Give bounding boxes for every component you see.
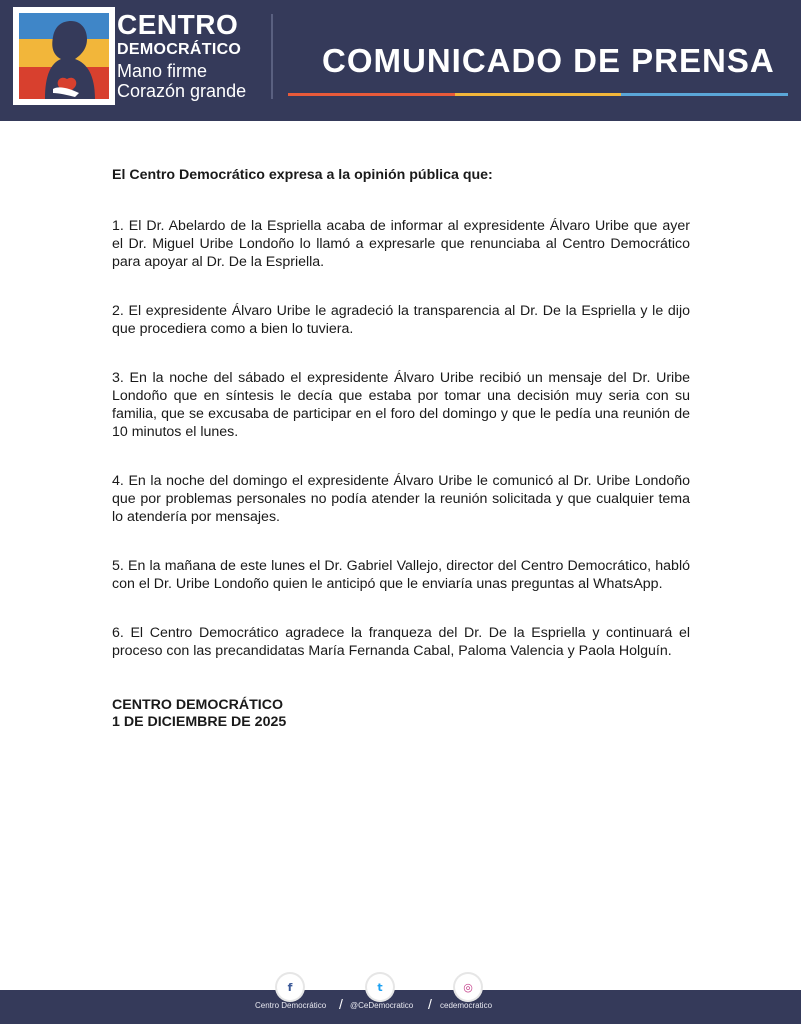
paragraph-3: 3. En la noche del sábado el expresidente Álvaro Uribe recibió un mensaje del Dr. Uribe Londoño que en síntesis le decía que estaba por tomar una decisión muy seria con su familia, que se excusaba de participar en el foro del domingo y que le pedía una reunión de 10 minutos el lunes. (112, 370, 690, 440)
brand-slogan-2: Corazón grande (117, 81, 247, 101)
signature-date: 1 DE DICIEMBRE DE 2025 (112, 714, 287, 730)
twitter-icon[interactable]: t (367, 974, 393, 1000)
paragraph-2: 2. El expresidente Álvaro Uribe le agradeció la transparencia al Dr. De la Espriella y le dijo que procediera como a bien lo tuviera. (112, 303, 690, 337)
press-body (112, 166, 690, 731)
paragraph-1: 1. El Dr. Abelardo de la Espriella acaba de informar al expresidente Álvaro Uribe que ayer el Dr. Miguel Uribe Londoño lo llamó a expresarle que renunciaba al Centro Democrático para apoyar al Dr. De la Espriella. (112, 218, 690, 270)
party-logo (13, 7, 115, 105)
brand-line-2: DEMOCRÁTICO (117, 41, 242, 58)
footer-separator: / (428, 996, 432, 1012)
press-header (0, 0, 801, 121)
brand-text (117, 11, 246, 101)
accent-segment-blue (621, 93, 788, 96)
accent-segment-yellow (455, 93, 622, 96)
brand-line-1: CENTRO (117, 9, 239, 40)
signature-block (112, 697, 690, 731)
twitter-label[interactable]: @CeDemocratico (350, 1001, 414, 1010)
paragraph-5: 5. En la mañana de este lunes el Dr. Gabriel Vallejo, director del Centro Democrático, habló con el Dr. Uribe Londoño quien le anticipó que le enviaría unas preguntas al WhatsApp. (112, 558, 690, 592)
signature-name: CENTRO DEMOCRÁTICO (112, 697, 284, 713)
header-divider (271, 14, 273, 99)
instagram-label[interactable]: cedemocratico (440, 1001, 493, 1010)
brand-slogan-1: Mano firme (117, 61, 208, 81)
instagram-icon[interactable]: ◎ (455, 974, 481, 1000)
accent-line (288, 93, 788, 96)
facebook-label[interactable]: Centro Democrático (255, 1001, 327, 1010)
accent-segment-red (288, 93, 455, 96)
facebook-icon[interactable]: f (277, 974, 303, 1000)
footer-separator: / (339, 996, 343, 1012)
page-title: COMUNICADO DE PRENSA (322, 42, 775, 79)
body-heading: El Centro Democrático expresa a la opinión pública que: (112, 167, 493, 183)
logo-silhouette-icon (15, 9, 113, 103)
paragraph-4: 4. En la noche del domingo el expresidente Álvaro Uribe le comunicó al Dr. Uribe Londoño que por problemas personales no podía atender la reunión solicitada y que cualquier tema lo atendería por mensajes. (112, 473, 690, 525)
paragraph-6: 6. El Centro Democrático agradece la franqueza del Dr. De la Espriella y continuará el proceso con las precandidatas María Fernanda Cabal, Paloma Valencia y Paola Holguín. (112, 625, 690, 659)
